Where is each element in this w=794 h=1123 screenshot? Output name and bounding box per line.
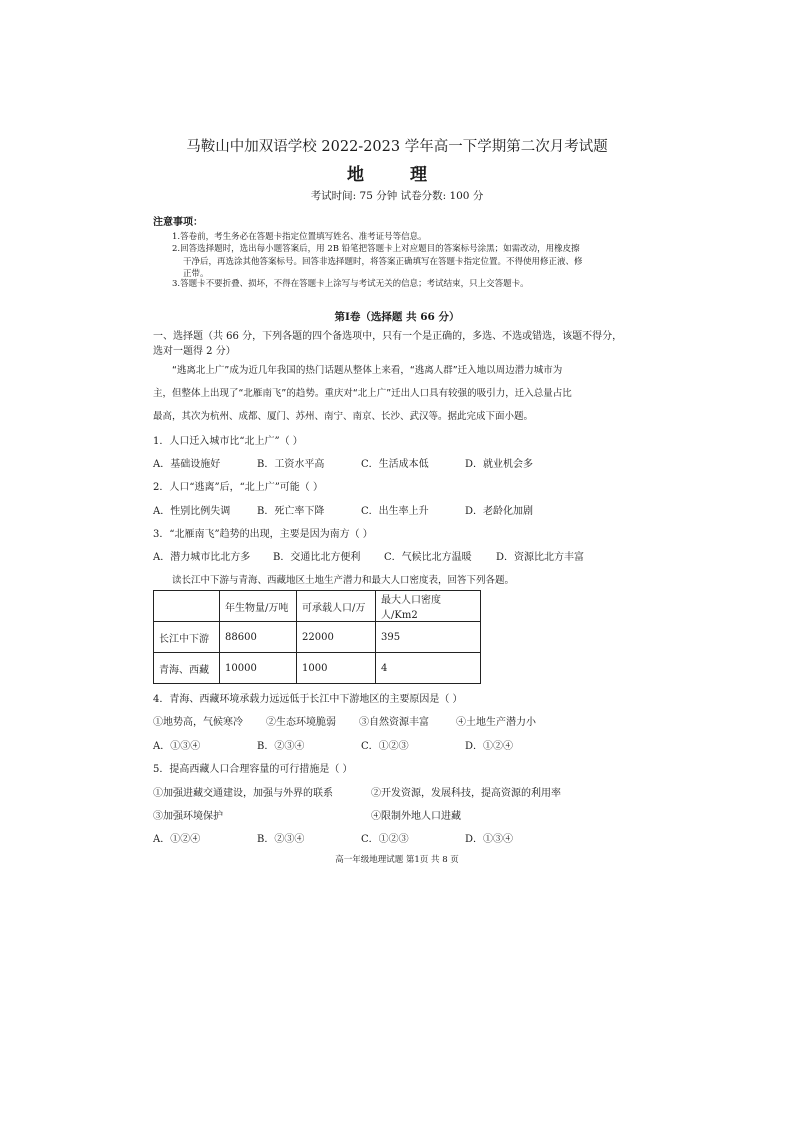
table-row bbox=[154, 653, 481, 684]
note-item: 1.答卷前，考生务必在答题卡指定位置填写姓名、准考证号等信息。 bbox=[172, 232, 427, 242]
table-row bbox=[154, 622, 481, 653]
data-table bbox=[153, 590, 481, 684]
option-b: B．工资水平高 bbox=[257, 459, 325, 470]
statement-item: ③加强环境保护 bbox=[153, 811, 223, 822]
option-b: B．②③④ bbox=[257, 834, 305, 845]
table-header-cell: 年生物量/万吨 bbox=[220, 591, 297, 622]
statement-item: ④限制外地人口进藏 bbox=[371, 811, 461, 822]
option-a: A．基础设施好 bbox=[153, 459, 221, 470]
option-a: A．①②④ bbox=[153, 834, 201, 845]
exam-title: 马鞍山中加双语学校 2022-2023 学年高一下学期第二次月考试题 bbox=[186, 139, 608, 155]
note-item: 正带。 bbox=[183, 269, 209, 279]
subject-title: 地 理 bbox=[347, 165, 447, 185]
passage-line: “逃离北上广”成为近几年我国的热门话题从整体上来看，“逃离人群”迁入地以周边潜力城市为 bbox=[172, 365, 563, 376]
page-footer: 高一年级地理试题 第1页 共 8 页 bbox=[335, 855, 459, 865]
option-c: C．生活成本低 bbox=[361, 459, 429, 470]
table-header-cell bbox=[154, 591, 220, 622]
passage-line: 最高，其次为杭州、成都、厦门、苏州、南宁、南京、长沙、武汉等。据此完成下面小题。 bbox=[153, 411, 534, 422]
option-a: A．潜力城市比北方多 bbox=[153, 552, 251, 563]
statement-item: ②开发资源，发展科技，提高资源的利用率 bbox=[371, 788, 561, 799]
section-title: 第Ⅰ卷（选择题 共 66 分） bbox=[334, 311, 460, 323]
question-stem: 5．提高西藏人口合理容量的可行措施是（ ） bbox=[153, 764, 353, 775]
option-c: C．①②③ bbox=[361, 741, 409, 752]
option-b: B．交通比北方便利 bbox=[273, 552, 361, 563]
section-instructions: 一、选择题（共 66 分，下列各题的四个备选项中，只有一个是正确的，多选、不选或错选，该题不得分， bbox=[153, 331, 623, 342]
option-a: A．①③④ bbox=[153, 741, 201, 752]
table-cell: 1000 bbox=[297, 653, 376, 684]
section-instructions-cont: 选对一题得 2 分） bbox=[153, 346, 236, 357]
statement-item: ②生态环境脆弱 bbox=[266, 717, 336, 728]
table-cell: 4 bbox=[376, 653, 481, 684]
table-cell: 88600 bbox=[220, 622, 297, 653]
statement-item: ①地势高，气候寒冷 bbox=[153, 717, 243, 728]
note-item: 3.答题卡不要折叠、损坏，不得在答题卡上涂写与考试无关的信息；考试结束，只上交答题卡。 bbox=[172, 279, 529, 289]
table-intro: 读长江中下游与青海、西藏地区土地生产潜力和最大人口密度表，回答下列各题。 bbox=[172, 575, 515, 586]
statement-item: ④土地生产潜力小 bbox=[456, 717, 536, 728]
table-header-cell: 最大人口密度人/Km2 bbox=[376, 591, 481, 622]
option-d: D．就业机会多 bbox=[465, 459, 534, 470]
option-c: C．出生率上升 bbox=[361, 506, 429, 517]
table-header-row bbox=[154, 591, 481, 622]
passage-line: 主，但整体上出现了“北雁南飞”的趋势。重庆对“北上广”迁出人口具有较强的吸引力，迁入总量占比 bbox=[153, 388, 572, 399]
option-d: D．老龄化加剧 bbox=[465, 506, 534, 517]
statement-item: ③自然资源丰富 bbox=[359, 717, 429, 728]
exam-info: 考试时间: 75 分钟 试卷分数: 100 分 bbox=[310, 190, 484, 202]
notes-heading: 注意事项： bbox=[153, 217, 203, 228]
table-cell: 22000 bbox=[297, 622, 376, 653]
option-c: C．①②③ bbox=[361, 834, 409, 845]
option-d: D．①②④ bbox=[465, 741, 514, 752]
note-item: 干净后，再选涂其他答案标号。回答非选择题时，将答案正确填写在答题卡指定位置。不得使用修正液、修 bbox=[183, 257, 583, 267]
question-stem: 3．“北雁南飞”趋势的出现，主要是因为南方（ ） bbox=[153, 529, 373, 540]
table-cell: 395 bbox=[376, 622, 481, 653]
option-a: A．性别比例失调 bbox=[153, 506, 231, 517]
question-stem: 4．青海、西藏环境承载力远远低于长江中下游地区的主要原因是（ ） bbox=[153, 694, 463, 705]
option-c: C．气候比北方温暖 bbox=[384, 552, 472, 563]
table-cell: 青海、西藏 bbox=[154, 653, 220, 684]
option-b: B．②③④ bbox=[257, 741, 305, 752]
table-header-cell: 可承载人口/万 bbox=[297, 591, 376, 622]
option-d: D．资源比北方丰富 bbox=[496, 552, 585, 563]
table-cell: 10000 bbox=[220, 653, 297, 684]
question-stem: 1．人口迁入城市比“北上广”（ ） bbox=[153, 436, 303, 447]
question-stem: 2．人口“逃离”后，“北上广”可能（ ） bbox=[153, 482, 323, 493]
table-cell: 长江中下游 bbox=[154, 622, 220, 653]
note-item: 2.回答选择题时，选出每小题答案后，用 2B 铅笔把答题卡上对应题目的答案标号涂黑；如需改动，用橡皮擦 bbox=[172, 244, 580, 254]
statement-item: ①加强进藏交通建设，加强与外界的联系 bbox=[153, 788, 333, 799]
option-d: D．①③④ bbox=[465, 834, 514, 845]
option-b: B．死亡率下降 bbox=[257, 506, 325, 517]
